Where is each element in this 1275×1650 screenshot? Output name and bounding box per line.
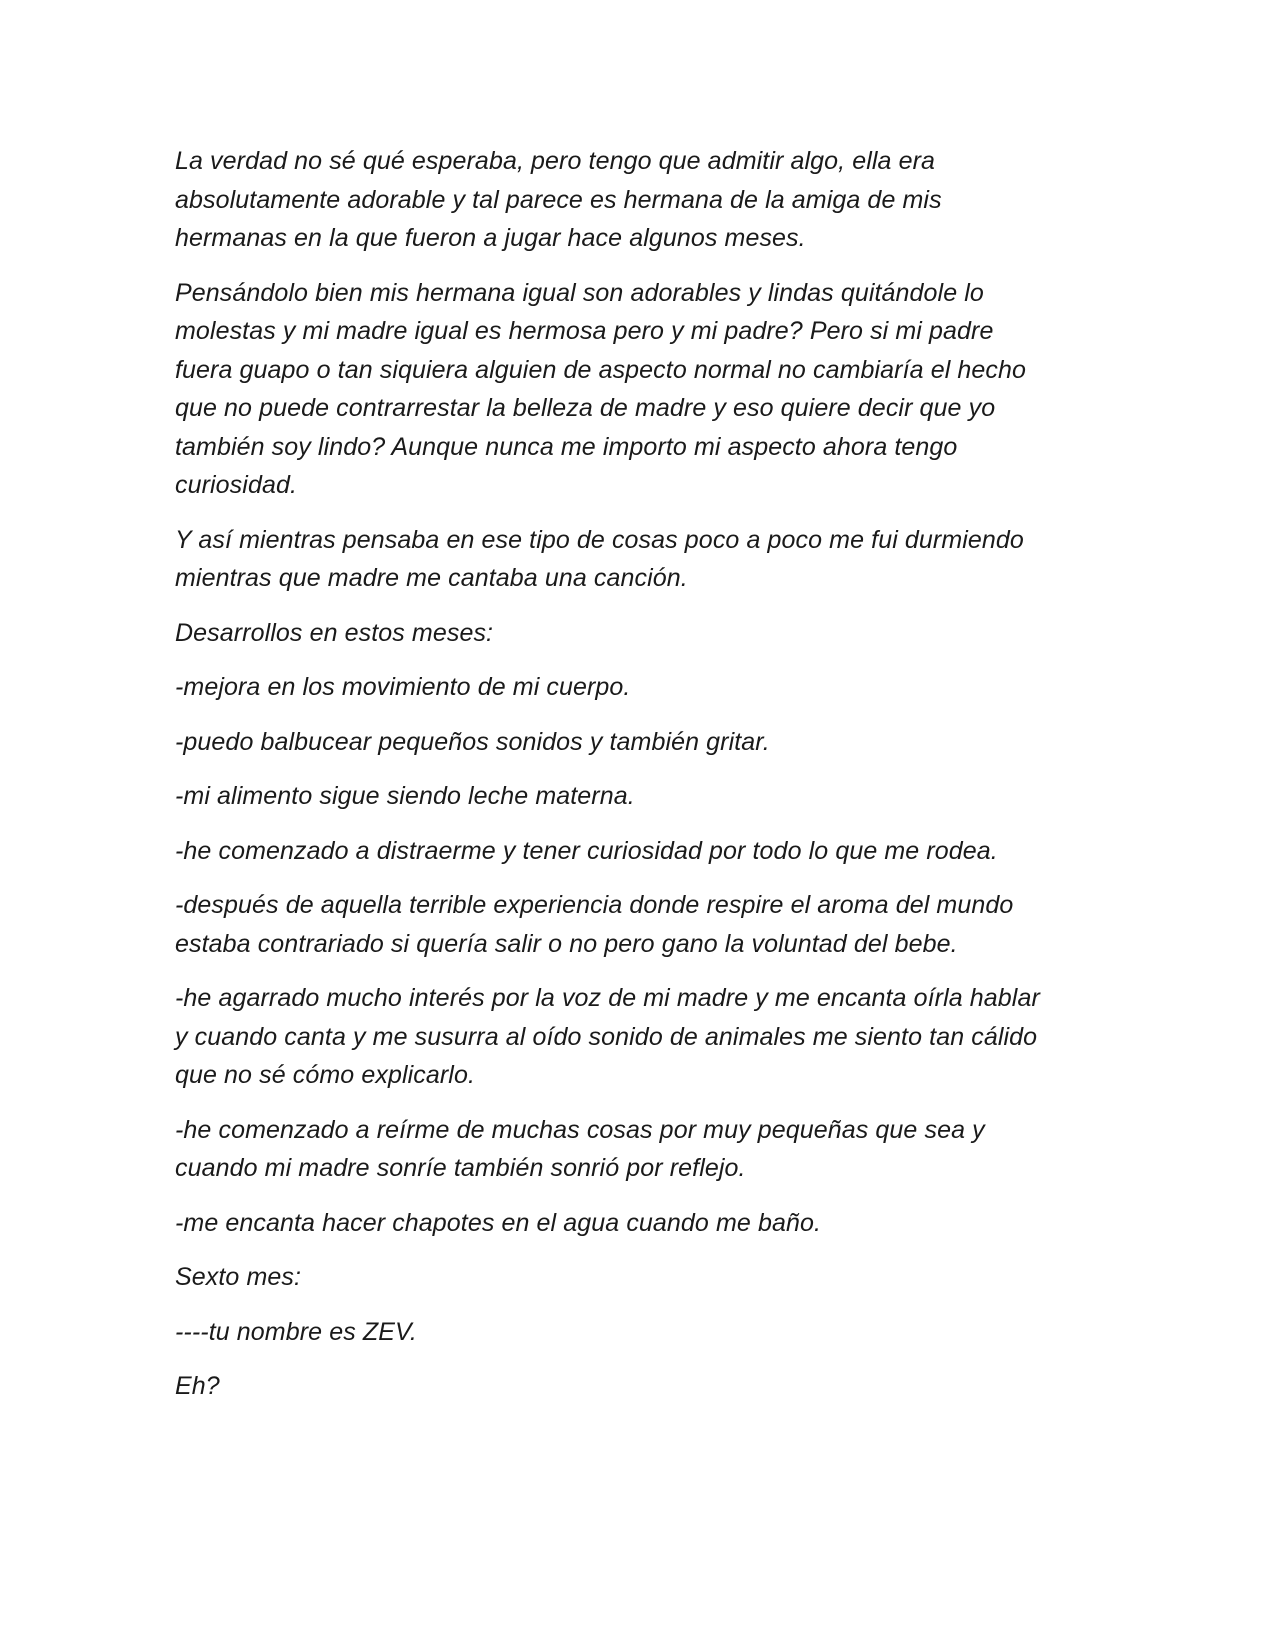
list-item-experience: -después de aquella terrible experiencia donde respire el aroma del mundo estaba contrariado si quería salir o no pero gano la voluntad del bebe. — [175, 891, 1014, 958]
paragraph-name-zev: ----tu nombre es ZEV. — [175, 1317, 417, 1346]
paragraph-3: Y así mientras pensaba en ese tipo de cosas poco a poco me fui durmiendo mientras que madre me cantaba una canción. — [175, 525, 1024, 592]
section-heading-sixth-month: Sexto mes: — [175, 1263, 302, 1291]
list-item-curiosity: -he comenzado a distraerme y tener curiosidad por todo lo que me rodea. — [175, 836, 998, 865]
list-item-bath: -me encanta hacer chapotes en el agua cuando me baño. — [175, 1208, 822, 1237]
list-item-babble: -puedo balbucear pequeños sonidos y también gritar. — [175, 727, 770, 756]
list-item-food: -mi alimento sigue siendo leche materna. — [175, 782, 635, 810]
paragraph-eh: Eh? — [175, 1372, 220, 1400]
section-heading-developments: Desarrollos en estos meses: — [175, 618, 494, 647]
paragraph-2: Pensándolo bien mis hermana igual son adorables y lindas quitándole lo molestas y mi madre igual es hermosa pero y mi padre? Pero si mi padre fuera guapo o tan siquiera alguien de aspecto normal no cambiaría el hecho que no puede contrarrestar la belleza de madre y eso quiere decir que yo también soy lindo? Aunque nunca me importo mi aspecto ahora tengo curiosidad. — [175, 278, 1027, 499]
list-item-mother-voice: -he agarrado mucho interés por la voz de mi madre y me encanta oírla hablar y cuando canta y me susurra al oído sonido de animales me siento tan cálido que no sé cómo explicarlo. — [175, 984, 1040, 1089]
paragraph-1: La verdad no sé qué esperaba, pero tengo que admitir algo, ella era absolutamente adorable y tal parece es hermana de la amiga de mis hermanas en la que fueron a jugar hace algunos meses. — [175, 147, 942, 252]
document-body — [175, 142, 1095, 1422]
list-item-laughing: -he comenzado a reírme de muchas cosas por muy pequeñas que sea y cuando mi madre sonríe también sonrió por reflejo. — [175, 1115, 985, 1182]
list-item-movement: -mejora en los movimiento de mi cuerpo. — [175, 673, 631, 701]
